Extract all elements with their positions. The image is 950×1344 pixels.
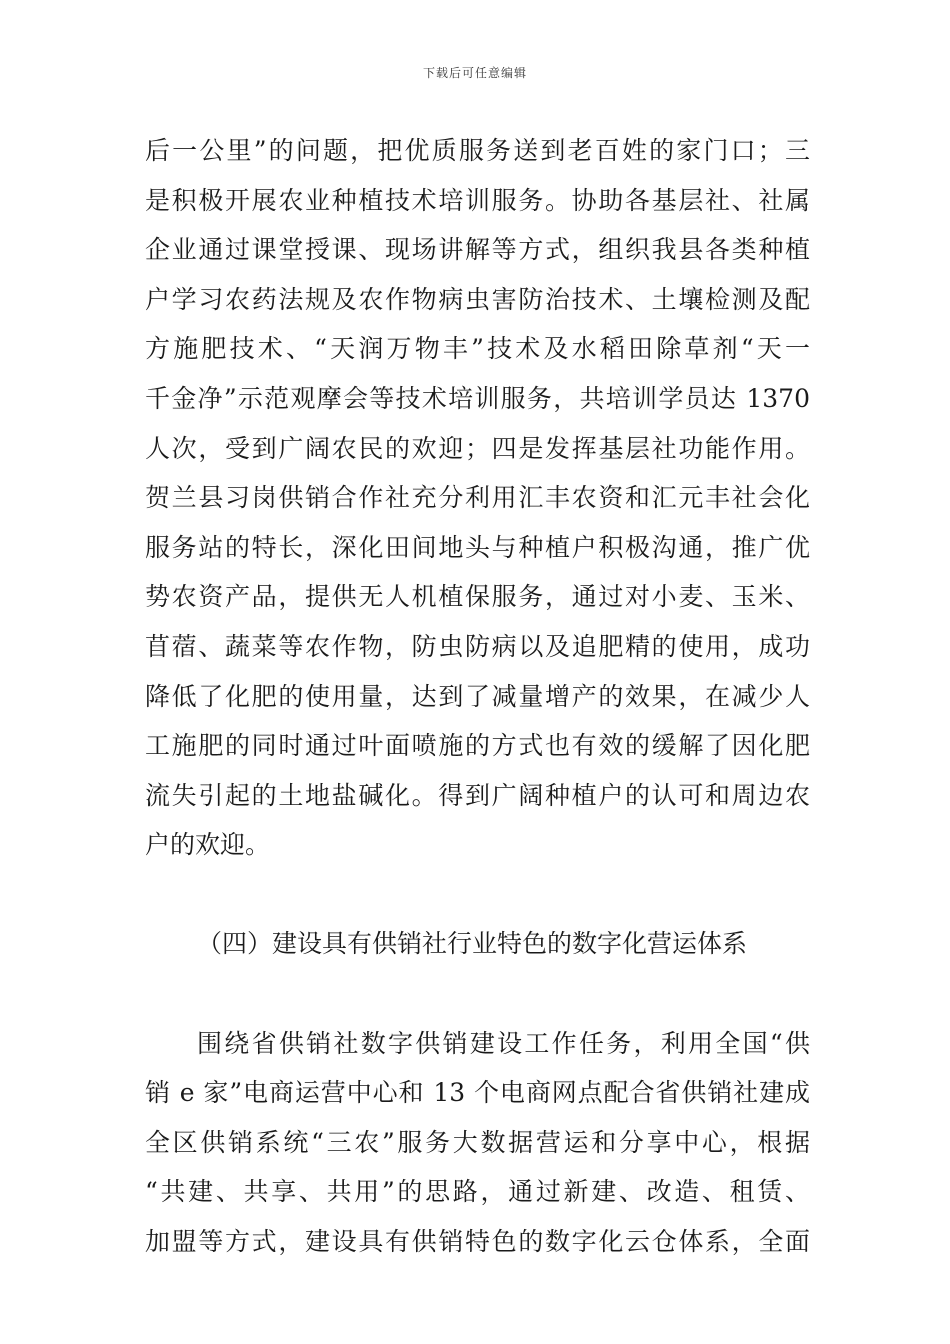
paragraph-1 — [145, 126, 810, 870]
text-line: 工施肥的同时通过叶面喷施的方式也有效的缓解了因化肥 — [145, 731, 810, 761]
text-line: 加盟等方式，建设具有供销特色的数字化云仓体系，全面 — [145, 1226, 810, 1256]
text-line: 是积极开展农业种植技术培训服务。协助各基层社、社属 — [145, 185, 810, 215]
text-line: 流失引起的土地盐碱化。得到广阔种植户的认可和周边农 — [145, 780, 810, 810]
text-line: 户学习农药法规及农作物病虫害防治技术、土壤检测及配 — [145, 284, 810, 314]
text-line: 全区供销系统“三农”服务大数据营运和分享中心，根据 — [145, 1127, 810, 1157]
page-header: 下载后可任意编辑 — [422, 66, 527, 80]
text-line: 降低了化肥的使用量，达到了减量增产的效果，在减少人 — [145, 681, 810, 711]
section-heading: （四）建设具有供销社行业特色的数字化营运体系 — [197, 928, 748, 958]
text-line: 千金净”示范观摩会等技术培训服务，共培训学员达 1370 — [145, 383, 810, 413]
text-line: “共建、共享、共用”的思路，通过新建、改造、租赁、 — [145, 1177, 810, 1207]
text-line: 户的欢迎。 — [145, 830, 271, 860]
paragraph-2 — [145, 1019, 810, 1267]
text-line: 贺兰县习岗供销合作社充分利用汇丰农资和汇元丰社会化 — [145, 483, 810, 513]
text-line: 人次，受到广阔农民的欢迎；四是发挥基层社功能作用。 — [145, 433, 810, 463]
text-line: 服务站的特长，深化田间地头与种植户积极沟通，推广优 — [145, 532, 810, 562]
text-line: 围绕省供销社数字供销建设工作任务，利用全国“供 — [197, 1028, 810, 1058]
text-line: 销 e 家”电商运营中心和 13 个电商网点配合省供销社建成 — [145, 1078, 810, 1108]
text-line: 势农资产品，提供无人机植保服务，通过对小麦、玉米、 — [145, 582, 810, 612]
text-line: 企业通过课堂授课、现场讲解等方式，组织我县各类种植 — [145, 235, 810, 265]
text-line: 方施肥技术、“天润万物丰”技术及水稻田除草剂“天一 — [145, 334, 810, 364]
text-line: 后一公里”的问题，把优质服务送到老百姓的家门口；三 — [145, 136, 810, 165]
document-body — [145, 126, 810, 1266]
text-line: 苜蓿、蔬菜等农作物，防虫防病以及追肥精的使用，成功 — [145, 631, 810, 661]
